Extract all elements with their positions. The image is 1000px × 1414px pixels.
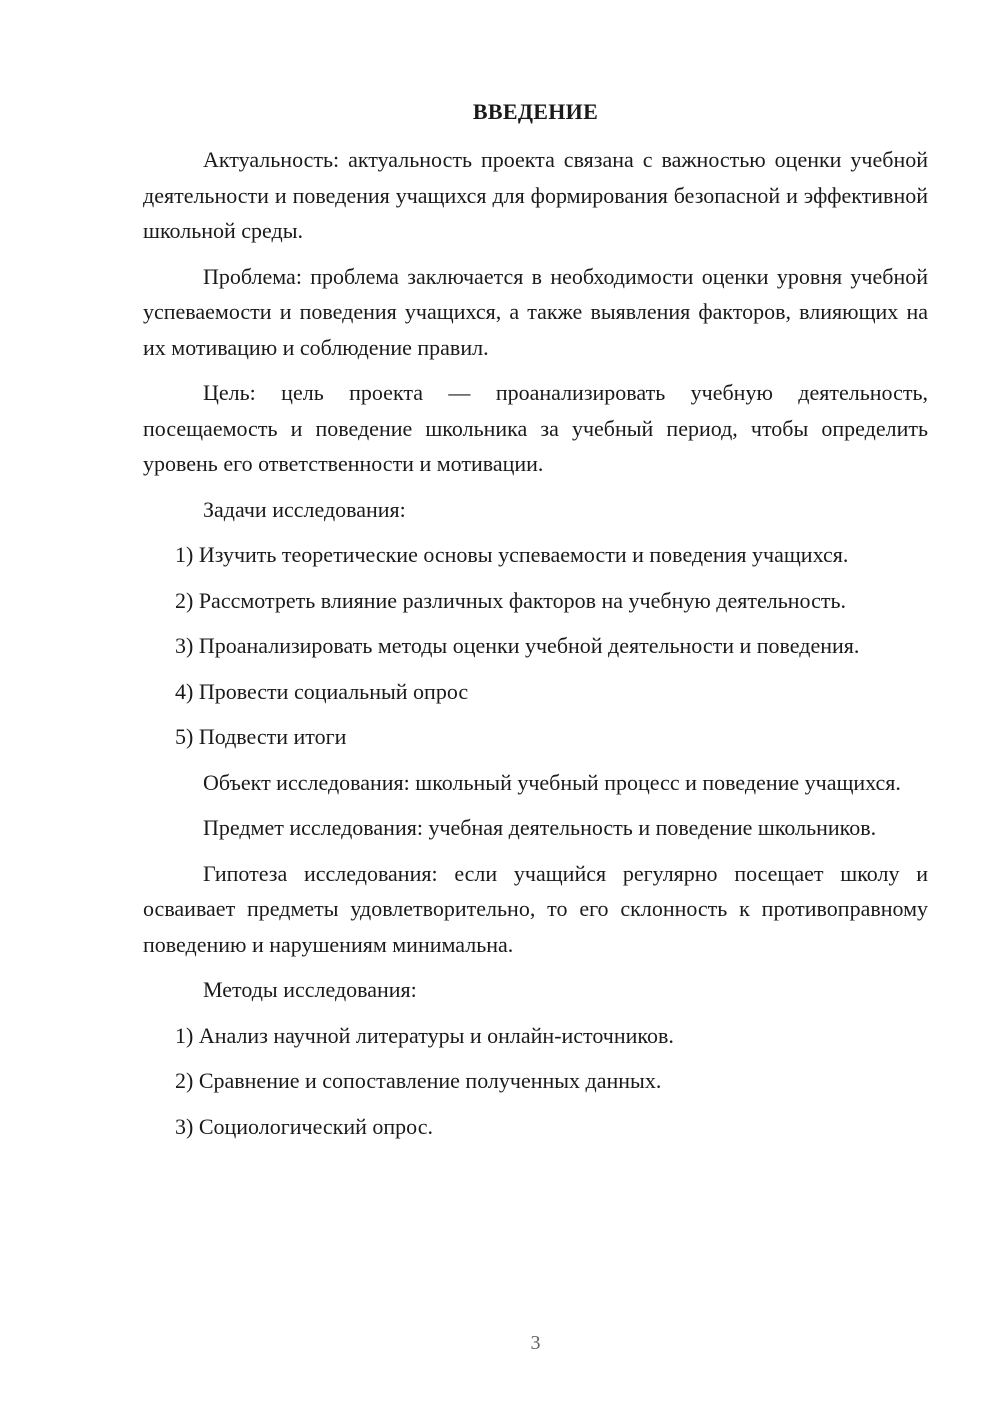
methods-title: Методы исследования: — [203, 977, 417, 1002]
task-item: 1) Изучить теоретические основы успеваемости и поведения учащихся. — [175, 542, 849, 567]
section-heading: ВВЕДЕНИЕ — [472, 99, 599, 124]
tasks-title: Задачи исследования: — [203, 496, 406, 522]
page-number: 3 — [530, 1332, 541, 1354]
document-page — [143, 0, 928, 1414]
method-item: 1) Анализ научной литературы и онлайн-источников. — [175, 1022, 674, 1048]
task-item: 4) Провести социальный опрос — [175, 678, 469, 704]
method-item: 2) Сравнение и сопоставление полученных данных. — [175, 1068, 662, 1093]
subject-paragraph: Предмет исследования: учебная деятельность и поведение школьников. — [203, 815, 877, 840]
task-item: 3) Проанализировать методы оценки учебной деятельности и поведения. — [175, 633, 860, 658]
goal-paragraph: Цель: цель проекта — проанализировать учебную деятельность, посещаемость и поведение школьника за учебный период, чтобы определить уровень его ответственности и мотивации. — [143, 380, 928, 476]
section-body — [143, 142, 928, 1154]
object-paragraph: Объект исследования: школьный учебный процесс и поведение учащихся. — [203, 769, 901, 795]
relevance-paragraph: Актуальность: актуальность проекта связана с важностью оценки учебной деятельности и поведения учащихся для формирования безопасной и эффективной школьной среды. — [143, 147, 928, 243]
task-item: 2) Рассмотреть влияние различных факторов на учебную деятельность. — [175, 587, 846, 613]
hypothesis-paragraph: Гипотеза исследования: если учащийся регулярно посещает школу и осваивает предметы удовлетворительно, то его склонность к противоправному поведению и нарушениям минимальна. — [143, 860, 928, 957]
problem-paragraph: Проблема: проблема заключается в необходимости оценки уровня учебной успеваемости и поведения учащихся, а также выявления факторов, влияющих на их мотивацию и соблюдение правил. — [143, 263, 928, 360]
method-item: 3) Социологический опрос. — [175, 1113, 433, 1139]
task-item: 5) Подвести итоги — [175, 724, 347, 749]
